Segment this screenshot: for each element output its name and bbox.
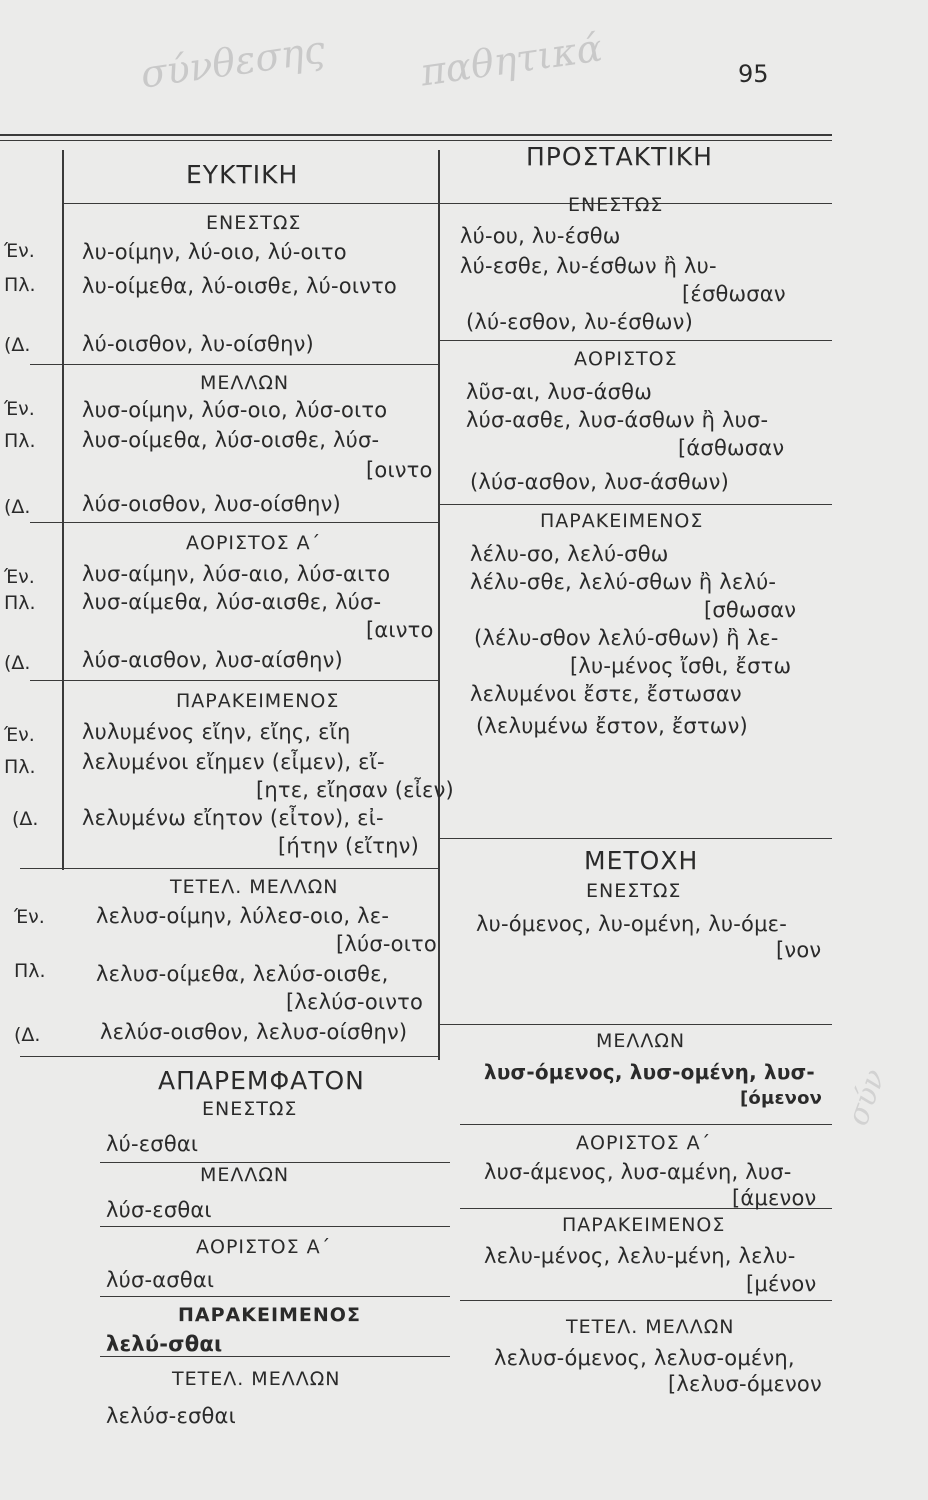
number-label: (Δ. <box>14 1024 41 1046</box>
form-line: [λελυσ-όμενον <box>668 1372 822 1396</box>
form-line: λέλυ-σθε, λελύ-σθων ἢ λελύ- <box>470 570 777 594</box>
section-rule <box>100 1296 450 1297</box>
form-line: [άμενον <box>732 1186 817 1210</box>
tense-heading: ΑΟΡΙΣΤΟΣ Α΄ <box>196 1236 332 1258</box>
heading-rule <box>62 203 832 204</box>
form-line: [ητε, εἴησαν (εἶεν) <box>256 778 454 802</box>
form-line: λυσ-αίμην, λύσ-αιο, λύσ-αιτο <box>82 562 391 586</box>
number-label: (Δ. <box>12 808 39 830</box>
tense-heading: ΕΝΕΣΤΩΣ <box>586 880 682 902</box>
top-rule <box>0 140 832 141</box>
form-line: [όμενον <box>740 1088 823 1109</box>
number-label: Έν. <box>14 906 45 928</box>
section-rule <box>100 1162 450 1163</box>
form-line: λυσ-αίμεθα, λύσ-αισθε, λύσ- <box>82 590 382 614</box>
tense-heading: ΜΕΛΛΩΝ <box>200 1164 290 1186</box>
form-line: λύσ-αισθον, λυσ-αίσθην) <box>82 648 343 672</box>
mood-heading-infinitive: ΑΠΑΡΕΜΦΑΤΟΝ <box>158 1066 365 1095</box>
mood-heading-optative: ΕΥΚΤΙΚΗ <box>186 160 299 189</box>
tense-heading: ΜΕΛΛΩΝ <box>596 1030 686 1052</box>
mood-heading-participle: ΜΕΤΟΧΗ <box>584 846 699 875</box>
form-line: λύ-εσθε, λυ-έσθων ἢ λυ- <box>460 254 717 278</box>
form-line: λυσ-οίμην, λύσ-οιο, λύσ-οιτο <box>82 398 388 422</box>
form-line: λελυμένω εἴητον (εἶτον), εἰ- <box>82 806 384 830</box>
number-label: Έν. <box>4 724 35 746</box>
form-line: λυ-οίμεθα, λύ-οισθε, λύ-οιντο <box>82 274 397 298</box>
section-rule <box>100 1356 450 1357</box>
number-label: (Δ. <box>4 652 31 674</box>
tense-heading: ΠΑΡΑΚΕΙΜΕΝΟΣ <box>178 1304 361 1326</box>
form-line: λελύσ-οισθον, λελυσ-οίσθην) <box>100 1020 408 1044</box>
form-line: [ήτην (εἴτην) <box>278 834 419 858</box>
form-line: [άσθωσαν <box>678 436 785 460</box>
form-line: λελυ-μένος, λελυ-μένη, λελυ- <box>484 1244 796 1268</box>
form-line: λέλυ-σο, λελύ-σθω <box>470 542 669 566</box>
handwritten-note: παθητικά <box>417 25 605 95</box>
form-line: λῦσ-αι, λυσ-άσθω <box>466 380 653 404</box>
tense-heading: ΤΕΤΕΛ. ΜΕΛΛΩΝ <box>566 1316 735 1338</box>
handwritten-note: σύνθεσης <box>137 27 328 97</box>
form-line: λύσ-ασθαι <box>106 1268 215 1292</box>
form-line: λελύσ-εσθαι <box>106 1404 236 1428</box>
section-rule <box>460 1124 832 1125</box>
section-rule <box>440 838 832 839</box>
form-line: λυλυμένος εἴην, εἴης, εἴη <box>82 720 351 744</box>
number-label: (Δ. <box>4 496 31 518</box>
section-rule <box>20 1056 440 1057</box>
form-line: [σθωσαν <box>704 598 797 622</box>
form-line: [οιντο <box>366 458 433 482</box>
tense-heading: ΤΕΤΕΛ. ΜΕΛΛΩΝ <box>170 876 339 898</box>
section-rule <box>440 504 832 505</box>
form-line: λελυμένοι εἴημεν (εἶμεν), εἴ- <box>82 750 385 774</box>
top-rule <box>0 134 832 136</box>
section-rule <box>20 868 440 869</box>
tense-heading: ΤΕΤΕΛ. ΜΕΛΛΩΝ <box>172 1368 341 1390</box>
form-line: [λελύσ-οιντο <box>286 990 424 1014</box>
form-line: λύ-ου, λυ-έσθω <box>460 224 621 248</box>
form-line: λύ-εσθαι <box>106 1132 199 1156</box>
form-line: λύσ-εσθαι <box>106 1198 212 1222</box>
form-line: λύσ-ασθε, λυσ-άσθων ἢ λυσ- <box>466 408 769 432</box>
form-line: [λύσ-οιτο <box>336 932 437 956</box>
form-line: λελύ-σθαι <box>106 1332 223 1356</box>
form-line: λύσ-οισθον, λυσ-οίσθην) <box>82 492 341 516</box>
form-line: (λελυμένω ἔστον, ἔστων) <box>476 714 748 738</box>
number-label: Πλ. <box>4 430 36 452</box>
column-rule <box>62 150 64 870</box>
section-rule <box>460 1300 832 1301</box>
section-rule <box>440 1024 832 1025</box>
mood-heading-imperative: ΠΡΟΣΤΑΚΤΙΚΗ <box>526 142 713 171</box>
number-label: Έν. <box>4 566 35 588</box>
form-line: λυ-οίμην, λύ-οιο, λύ-οιτο <box>82 240 347 264</box>
page-number: 95 <box>738 60 769 88</box>
column-divider <box>438 150 440 1060</box>
tense-heading: ΑΟΡΙΣΤΟΣ Α΄ <box>576 1132 712 1154</box>
number-label: Πλ. <box>14 960 46 982</box>
form-line: λελυσ-οίμεθα, λελύσ-οισθε, <box>96 962 389 986</box>
form-line: [έσθωσαν <box>682 282 786 306</box>
form-line: λύ-οισθον, λυ-οίσθην) <box>82 332 314 356</box>
form-line: λελυσ-όμενος, λελυσ-ομένη, <box>494 1346 795 1370</box>
form-line: [μένον <box>746 1272 817 1296</box>
number-label: Πλ. <box>4 274 36 296</box>
tense-heading: ΕΝΕΣΤΩΣ <box>568 194 664 216</box>
section-rule <box>30 364 440 365</box>
tense-heading: ΑΟΡΙΣΤΟΣ Α΄ <box>186 532 322 554</box>
form-line: λυ-όμενος, λυ-ομένη, λυ-όμε- <box>476 912 787 936</box>
tense-heading: ΠΑΡΑΚΕΙΜΕΝΟΣ <box>540 510 704 532</box>
form-line: λελυσ-οίμην, λύλεσ-οιο, λε- <box>96 904 390 928</box>
form-line: [αιντο <box>366 618 434 642</box>
form-line: [νον <box>776 938 822 962</box>
form-line: λυσ-άμενος, λυσ-αμένη, λυσ- <box>484 1160 792 1184</box>
form-line: (λύσ-ασθον, λυσ-άσθων) <box>470 470 729 494</box>
section-rule <box>30 680 440 681</box>
tense-heading: ΠΑΡΑΚΕΙΜΕΝΟΣ <box>176 690 340 712</box>
form-line: λυσ-οίμεθα, λύσ-οισθε, λύσ- <box>82 428 380 452</box>
form-line: λυσ-όμενος, λυσ-ομένη, λυσ- <box>484 1060 815 1084</box>
form-line: λελυμένοι ἔστε, ἔστωσαν <box>470 682 742 706</box>
tense-heading: ΕΝΕΣΤΩΣ <box>206 212 302 234</box>
handwritten-note: σύν <box>840 1064 893 1131</box>
number-label: Έν. <box>4 240 35 262</box>
section-rule <box>440 340 832 341</box>
section-rule <box>100 1226 450 1227</box>
number-label: Πλ. <box>4 592 36 614</box>
form-line: [λυ-μένος ἴσθι, ἔστω <box>570 654 792 678</box>
tense-heading: ΠΑΡΑΚΕΙΜΕΝΟΣ <box>562 1214 726 1236</box>
section-rule <box>30 522 440 523</box>
form-line: (λύ-εσθον, λυ-έσθων) <box>466 310 693 334</box>
number-label: (Δ. <box>4 334 31 356</box>
form-line: (λέλυ-σθον λελύ-σθων) ἢ λε- <box>474 626 779 650</box>
tense-heading: ΜΕΛΛΩΝ <box>200 372 290 394</box>
tense-heading: ΑΟΡΙΣΤΟΣ <box>574 348 678 370</box>
tense-heading: ΕΝΕΣΤΩΣ <box>202 1098 298 1120</box>
number-label: Έν. <box>4 398 35 420</box>
number-label: Πλ. <box>4 756 36 778</box>
